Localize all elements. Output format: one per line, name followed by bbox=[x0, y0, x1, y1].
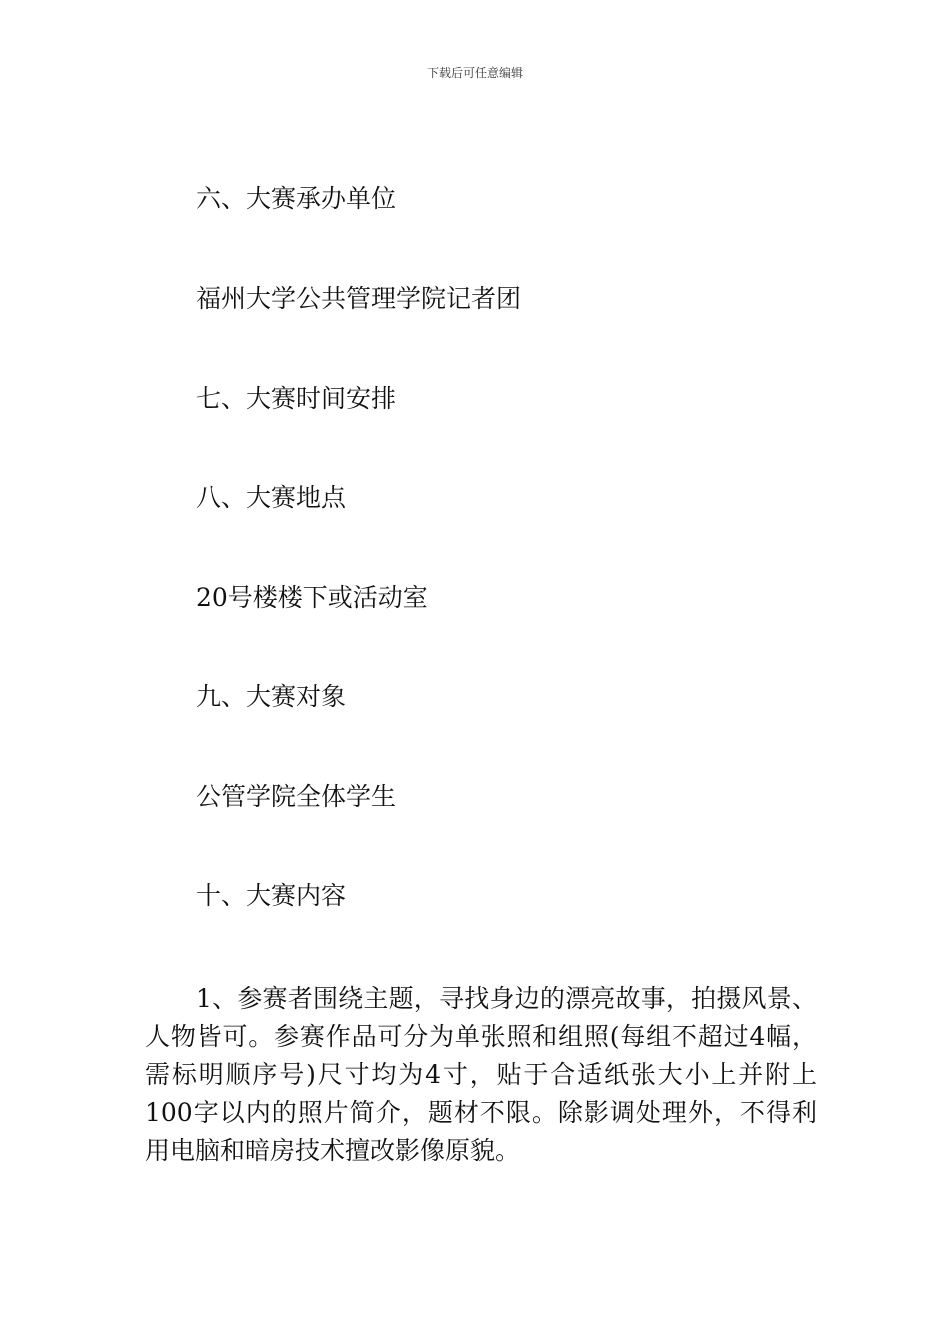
heading-location: 八、大赛地点 bbox=[196, 483, 347, 512]
location-text: 20号楼楼下或活动室 bbox=[196, 583, 428, 612]
participants-text: 公管学院全体学生 bbox=[196, 782, 397, 811]
heading-organizer: 六、大赛承办单位 bbox=[196, 184, 397, 213]
organizer-text: 福州大学公共管理学院记者团 bbox=[196, 284, 522, 313]
header-note: 下载后可任意编辑 bbox=[426, 66, 523, 80]
heading-schedule: 七、大赛时间安排 bbox=[196, 384, 397, 413]
content-paragraph: 1、参赛者围绕主题，寻找身边的漂亮故事，拍摄风景、人物皆可。参赛作品可分为单张照和组照(每组不超过4幅，需标明顺序号)尺寸均为4寸，贴于合适纸张大小上并附上100字以内的照片简介，题材不限。除影调处理外，不得利用电脑和暗房技术擅改影像原貌。 bbox=[145, 984, 817, 1165]
heading-content: 十、大赛内容 bbox=[196, 881, 347, 910]
heading-participants: 九、大赛对象 bbox=[196, 682, 347, 711]
